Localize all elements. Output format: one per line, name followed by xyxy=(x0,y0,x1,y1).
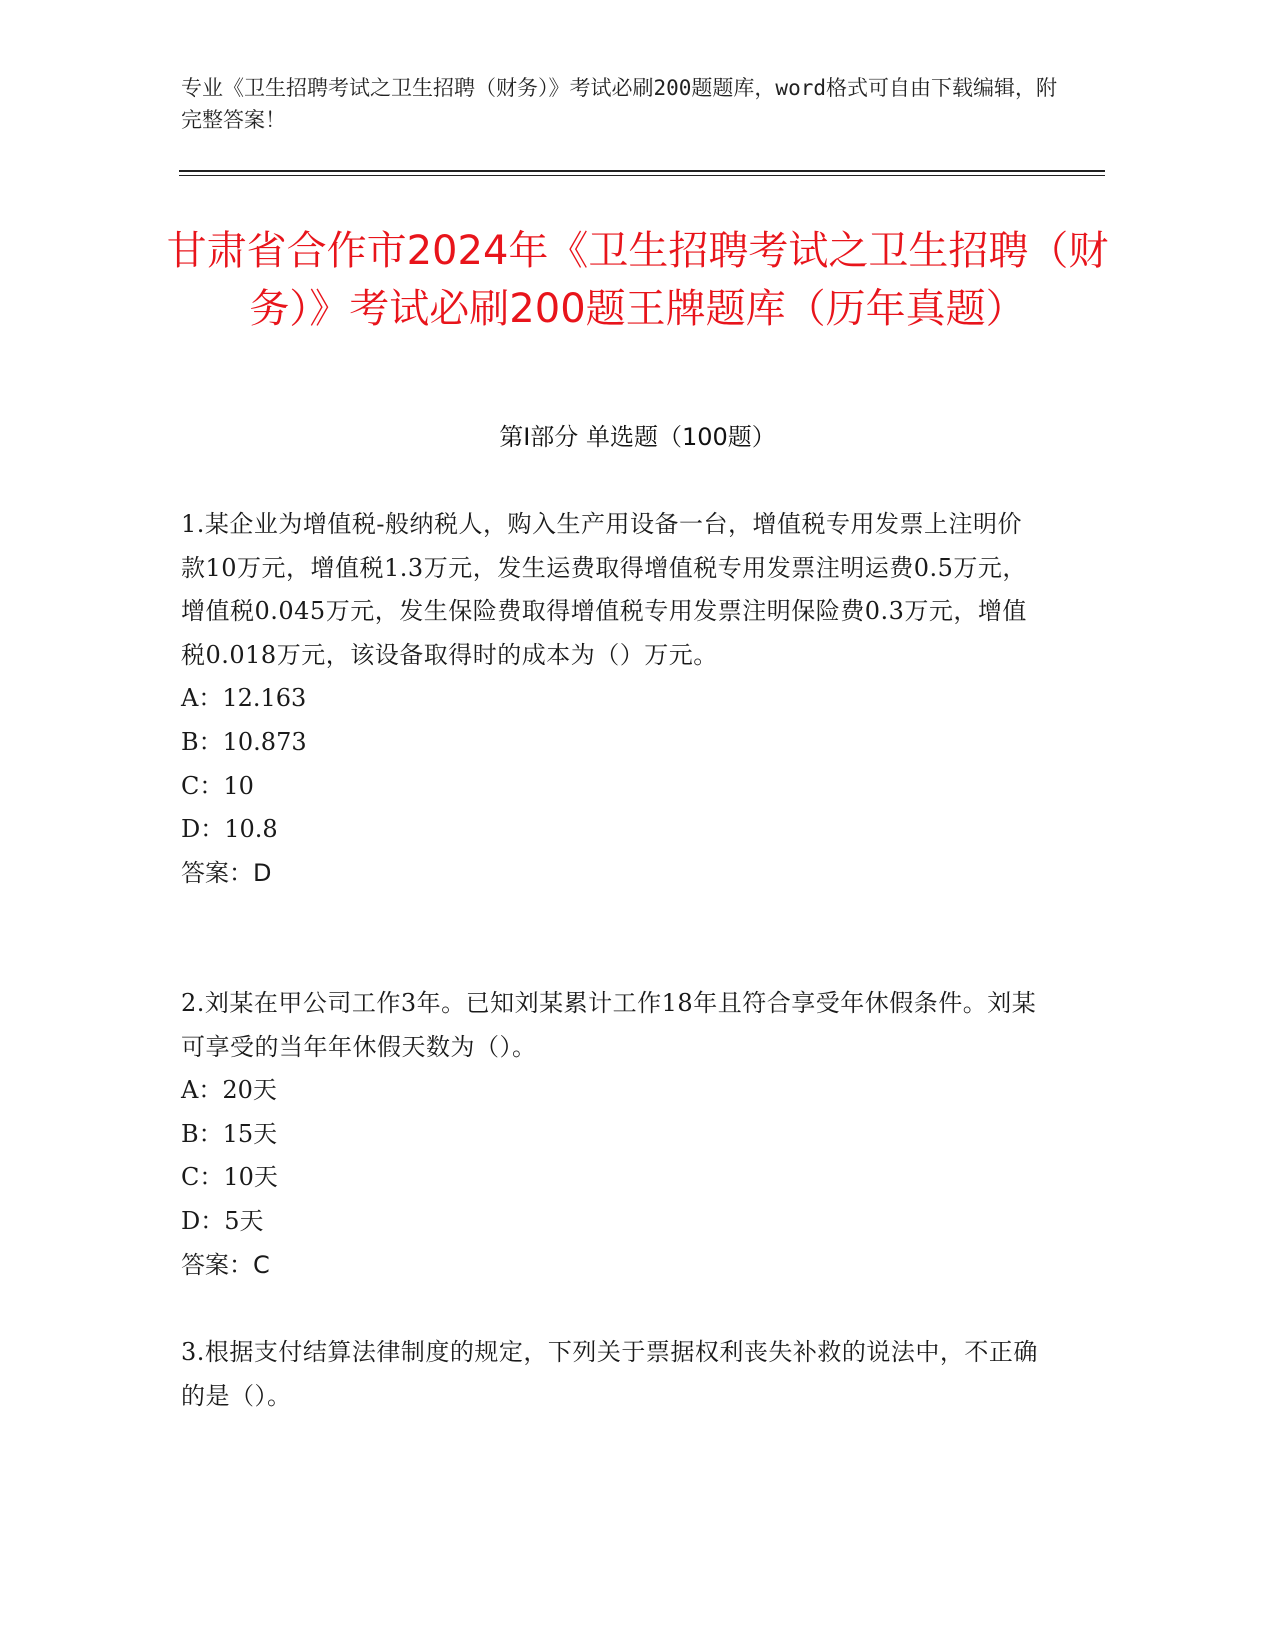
option-text: 10天 xyxy=(223,1163,278,1192)
option-d xyxy=(181,808,1041,852)
option-d xyxy=(181,1200,1041,1244)
option-text: 10.873 xyxy=(222,727,307,756)
question-1 xyxy=(181,503,1041,895)
question-stem: 3.根据支付结算法律制度的规定，下列关于票据权利丧失补救的说法中，不正确的是（）。 xyxy=(181,1338,1038,1410)
question-3 xyxy=(181,1331,1041,1418)
option-text: 15天 xyxy=(222,1119,278,1148)
question-stem: 1.某企业为增值税-般纳税人，购入生产用设备一台，增值税专用发票上注明价款10万元，增值税1.3万元，发生运费取得增值税专用发票注明运费0.5万元，增值税0.045万元，发生保险费取得增值税专用发票注明保险费0.3万元，增值税0.018万元，该设备取得时的成本为（）万元。 xyxy=(181,510,1027,669)
option-text: 10.8 xyxy=(224,815,278,844)
option-text: 12.163 xyxy=(222,684,307,713)
header-divider-thin xyxy=(179,175,1105,176)
answer: 答案：D xyxy=(181,858,272,887)
option-letter: D： xyxy=(181,1206,225,1235)
option-a xyxy=(181,1069,1041,1113)
option-c xyxy=(181,765,1041,809)
option-letter: B： xyxy=(181,1119,223,1148)
option-letter: A： xyxy=(181,1076,223,1105)
option-text: 20天 xyxy=(222,1076,277,1105)
option-letter: A： xyxy=(181,684,223,713)
option-letter: C： xyxy=(181,771,224,800)
header-note: 专业《卫生招聘考试之卫生招聘（财务）》考试必刷200题题库，word格式可自由下载编辑，附完整答案！ xyxy=(181,76,1057,132)
option-letter: B： xyxy=(181,727,223,756)
option-letter: C： xyxy=(181,1163,224,1192)
option-c xyxy=(181,1156,1041,1200)
question-2 xyxy=(181,982,1041,1287)
document-title: 甘肃省合作市2024年《卫生招聘考试之卫生招聘（财务）》考试必刷200题王牌题库（历年真题） xyxy=(166,228,1109,332)
question-stem: 2.刘某在甲公司工作3年。已知刘某累计工作18年且符合享受年休假条件。刘某可享受的当年年休假天数为（）。 xyxy=(181,989,1037,1061)
option-letter: D： xyxy=(181,815,225,844)
option-text: 10 xyxy=(223,771,254,800)
option-text: 5天 xyxy=(224,1206,264,1235)
section-title: 第I部分 单选题（100题） xyxy=(499,423,776,451)
option-a xyxy=(181,677,1041,721)
header-divider-thick xyxy=(179,170,1105,172)
answer: 答案：C xyxy=(181,1250,270,1279)
option-b xyxy=(181,721,1041,765)
option-b xyxy=(181,1113,1041,1157)
